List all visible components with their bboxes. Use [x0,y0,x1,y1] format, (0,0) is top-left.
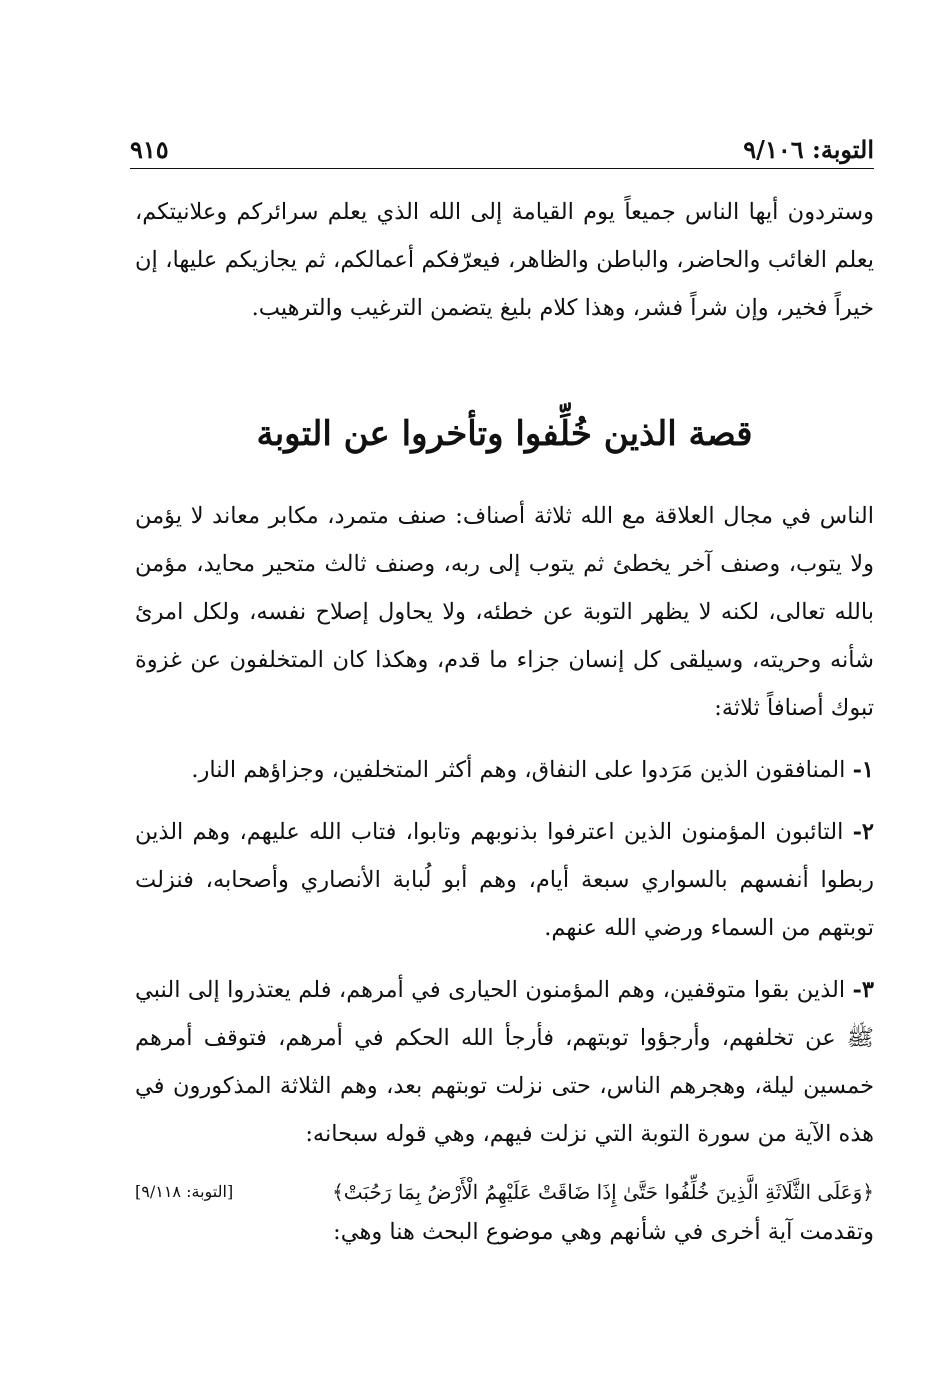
chapter-reference: التوبة: ٩/١٠٦ [743,135,874,164]
list-item-text: الذين بقوا متوقفين، وهم المؤمنون الحيارى في أمرهم، فلم يعتذروا إلى النبي ﷺ عن تخلفهم، وأرجؤوا توبتهم، فأرجأ الله الحكم في أمرهم، فتوقف أمرهم خمسين ليلة، وهجرهم الناس، حتى نزلت توبتهم بعد، وهم الثلاثة المذكورون في هذه الآية من سورة التوبة التي نزلت فيهم، وهي قوله سبحانه: [135,977,874,1147]
list-item [135,808,874,952]
list-item-text: التائبون المؤمنون الذين اعترفوا بذنوبهم وتابوا، فتاب الله عليهم، وهم الذين ربطوا أنفسهم بالسواري سبعة أيام، وهم أبو لُبابة الأنصاري وأصحابه، فنزلت توبتهم من السماء ورضي الله عنهم. [135,819,874,941]
list-item [135,966,874,1158]
list-item-text: المنافقون الذين مَرَدوا على النفاق، وهم أكثر المتخلفين، وجزاؤهم النار. [191,757,846,783]
list-item-number: ١- [852,757,874,783]
list-item-number: ٣- [852,977,874,1003]
verse-reference: [التوبة: ٩/١١٨] [135,1182,234,1201]
closing-line: وتقدمت آية أخرى في شأنهم وهي موضوع البحث هنا وهي: [333,1219,874,1245]
intro-paragraph: وستردون أيها الناس جميعاً يوم القيامة إلى الله الذي يعلم سرائركم وعلانيتكم، يعلم الغائب والحاضر، والباطن والظاهر، فيعرّفكم أعمالكم، ثم يجازيكم عليها، إن خيراً فخير، وإن شراً فشر، وهذا كلام بليغ يتضمن الترغيب والترهيب. [135,199,874,321]
running-header [130,118,874,169]
quran-verse [135,1172,874,1212]
list-item [135,746,874,794]
section-title: قصة الذين خُلِّفوا وتأخروا عن التوبة [256,414,753,454]
body-paragraph: الناس في مجال العلاقة مع الله ثلاثة أصناف: صنف متمرد، مكابر معاند لا يؤمن ولا يتوب، وصنف آخر يخطئ ثم يتوب إلى ربه، وصنف ثالث متحير محايد، مؤمن بالله تعالى، لكنه لا يظهر التوبة عن خطئه، ولا يحاول إصلاح نفسه، ولكل امرئ شأنه وحريته، وسيلقى كل إنسان جزاء ما قدم، وهكذا كان المتخلفون عن غزوة تبوك أصنافاً ثلاثة: [135,503,874,721]
verse-text: ﴿وَعَلَى الثَّلَاثَةِ الَّذِينَ خُلِّفُوا حَتَّىٰ إِذَا ضَاقَتْ عَلَيْهِمُ الْأَرْضُ بِمَا رَحُبَتْ﴾ [332,1180,874,1204]
list-item-number: ٢- [852,819,875,845]
page-body [135,188,874,1252]
page-number: ٩١٥ [130,135,169,164]
